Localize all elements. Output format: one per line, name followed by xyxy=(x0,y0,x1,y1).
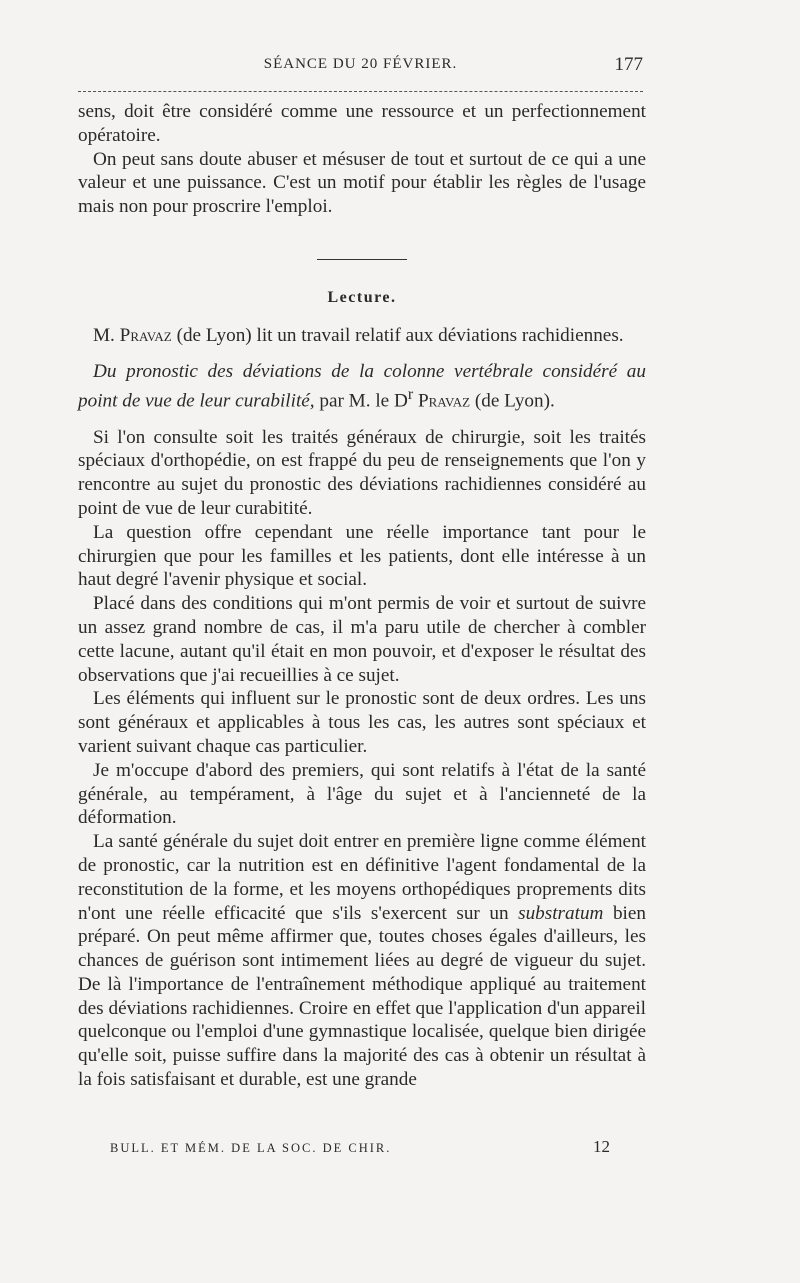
journal-footer: BULL. ET MÉM. DE LA SOC. DE CHIR. xyxy=(110,1141,392,1155)
page-header xyxy=(78,56,643,84)
paragraph-6: La santé générale du sujet doit entrer en première ligne comme élément de pronostic, car la nutrition est en définitive l'agent fondamental de la reconstitution de la forme, et les moyens orthopédiques proprements dits n'ont une réelle efficacité que s'ils s'exercent sur un substratum bien préparé. On peut même affirmer que, toutes choses égales d'ailleurs, les chances de guérison sont intimement liées au degré de vigueur du sujet. De là l'importance de l'entraînement méthodique appliqué au traitement des déviations rachidiennes. Croire en effet que l'application d'un appareil quelconque ou l'emploi d'une gymnastique localisée, quelque bien dirigée qu'elle soit, puisse suffire dans la majorité des cas à obtenir un résultat à la fois satisfaisant et durable, est une grande xyxy=(78,831,646,1091)
paper-title: Du pronostic des déviations de la colonne vertébrale considéré au point de vue de leur curabilité, par M. le $D^r$ Pravaz (de Lyon). xyxy=(78,360,646,412)
paragraph-1: Si l'on consulte soit les traités généraux de chirurgie, soit les traités spéciaux d'orthopédie, on est frappé du peu de renseignements que l'on y rencontre au sujet du pronostic des déviations rachidiennes considéré au point de vue de leur curabitité. xyxy=(78,426,646,519)
page-number: 177 xyxy=(614,54,643,75)
body-text xyxy=(78,100,646,1092)
section-title: Lecture. xyxy=(327,288,397,306)
signature-mark: 12 xyxy=(593,1137,610,1156)
paragraph-3: Placé dans des conditions qui m'ont permis de voir et surtout de suivre un assez grand nombre de cas, il m'a paru utile de chercher à combler cette lacune, autant qu'il était en mon pouvoir, et d'exposer le résultat des observations que j'ai recueillies à ce sujet. xyxy=(78,593,646,686)
paragraph-5: Je m'occupe d'abord des premiers, qui sont relatifs à l'état de la santé générale, au tempérament, à l'âge du sujet et à l'ancienneté de la déformation. xyxy=(78,759,646,829)
section-divider xyxy=(317,259,407,260)
paragraph-4: Les éléments qui influent sur le pronostic sont de deux ordres. Les uns sont généraux et applicables à tous les cas, les autres sont spéciaux et varient suivant chaque cas particulier. xyxy=(78,688,646,757)
intro-paragraph-1: sens, doit être considéré comme une ressource et un perfectionnement opératoire. xyxy=(78,101,646,146)
reading-announcement: M. Pravaz (de Lyon) lit un travail relatif aux déviations rachidiennes. xyxy=(93,324,624,346)
header-rule xyxy=(78,91,643,92)
paper-title-block xyxy=(78,360,646,414)
intro-paragraph-2: On peut sans doute abuser et mésuser de tout et surtout de ce qui a une valeur et une puissance. C'est un motif pour établir les règles de l'usage mais non pour proscrire l'emploi. xyxy=(78,148,646,218)
paragraph-2: La question offre cependant une réelle importance tant pour le chirurgien que pour les familles et les patients, dont elle intéresse à un haut degré l'avenir physique et social. xyxy=(78,521,646,591)
term-substratum: substratum xyxy=(518,902,604,924)
page-footer xyxy=(110,1137,610,1156)
paper-author: Pravaz xyxy=(413,390,471,412)
running-title: SÉANCE DU 20 FÉVRIER. xyxy=(263,56,458,72)
author-name: Pravaz xyxy=(119,324,172,346)
